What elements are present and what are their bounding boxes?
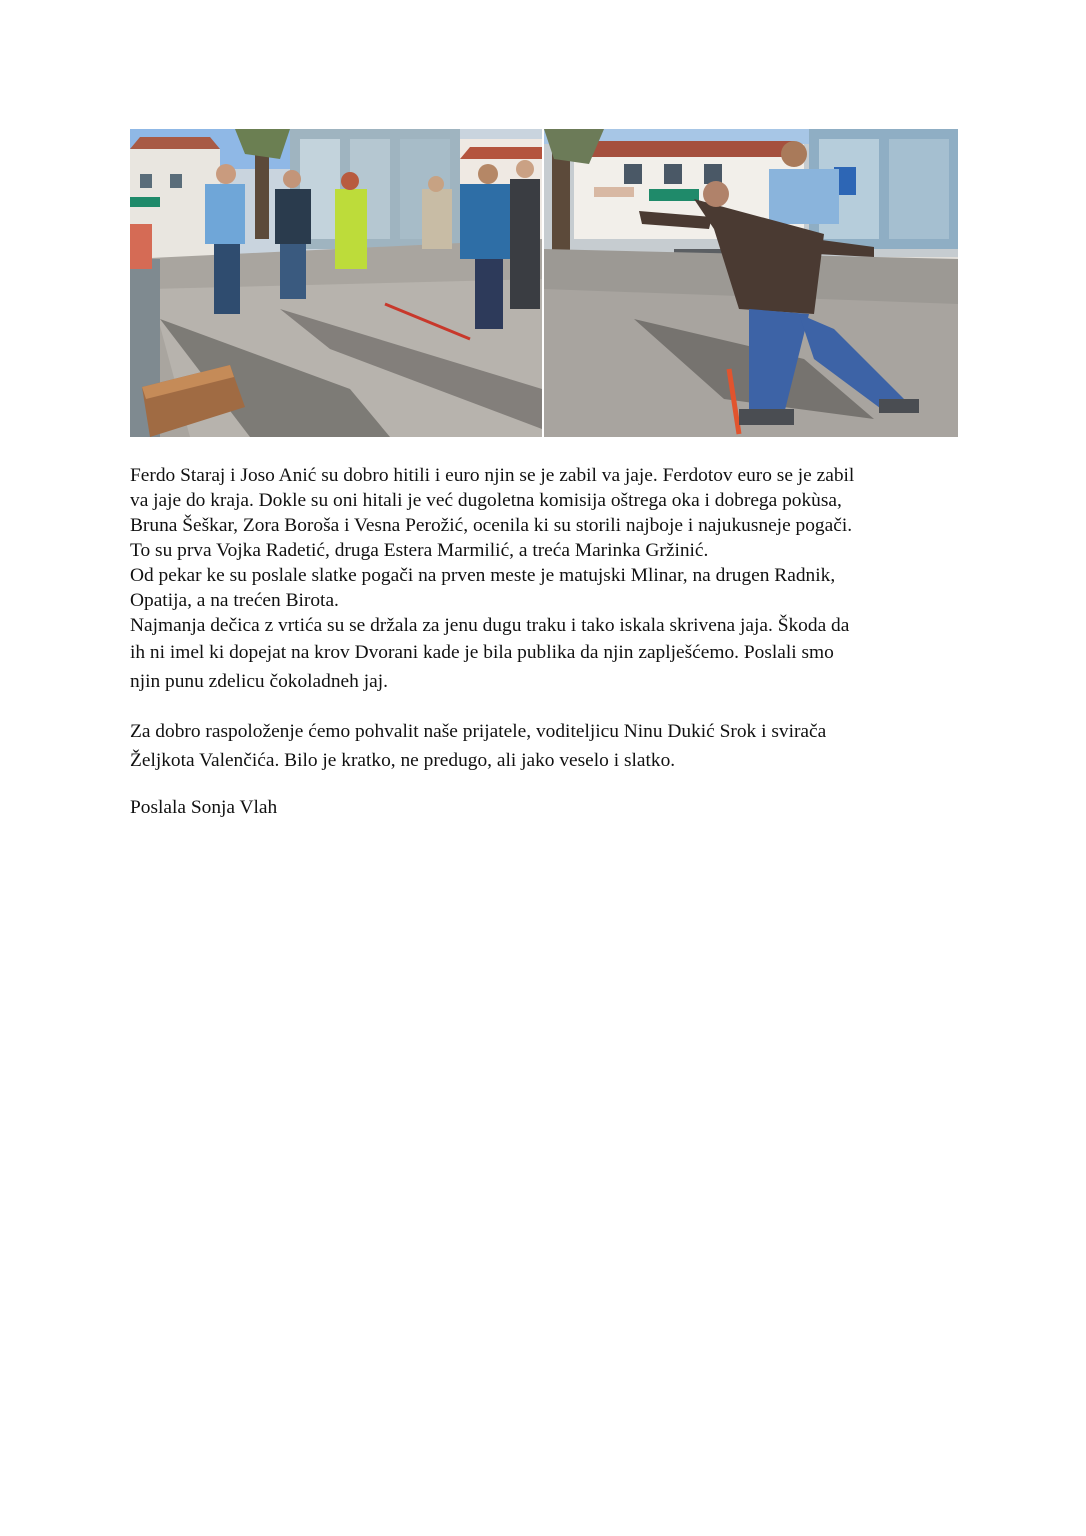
paragraph-1-line: va jaje do kraja. Dokle su oni hitali je već dugoletna komisija oštrega oka i dobrega pokùsa, [130,490,842,511]
paragraph-1-line: To su prva Vojka Radetić, druga Estera Marmilić, a treća Marinka Gržinić. [130,540,709,561]
photo-strip [130,129,958,437]
photo-group-bowling [130,129,542,437]
article-paragraph-2 [130,718,960,775]
photo-man-throwing [544,129,958,437]
article-paragraph-1 [130,463,960,696]
paragraph-1-line: Ferdo Staraj i Joso Anić su dobro hitili i euro njin se je zabil va jaje. Ferdotov euro se je zabil [130,465,855,486]
photo-man-throwing-image [544,129,958,437]
paragraph-1-line: Najmanja dečica z vrtića su se držala za jenu dugu traku i tako iskala skrivena jaja. Škoda da [130,615,850,636]
paragraph-1-line: ih ni imel ki dopejat na krov Dvorani kade je bila publika da njin zaplješćemo. Poslali smo [130,642,834,663]
paragraph-1-line: Opatija, a na trećen Birota. [130,590,339,611]
paragraph-2-line: Za dobro raspoloženje ćemo pohvalit naše prijatele, voditeljicu Ninu Dukić Srok i svirača [130,721,827,742]
paragraph-1-line: Bruna Šeškar, Zora Boroša i Vesna Perožić, ocenila ki su storili najboje i najukusneje pogači. [130,515,853,536]
signature: Poslala Sonja Vlah [130,797,278,818]
paragraph-2-line: Željkota Valenčića. Bilo je kratko, ne predugo, ali jako veselo i slatko. [130,749,676,771]
paragraph-1-line: njin punu zdelicu čokoladneh jaj. [130,671,388,692]
photo-group-bowling-image [130,129,542,437]
paragraph-1-line: Od pekar ke su poslale slatke pogači na prven meste je matujski Mlinar, na drugen Radnik, [130,565,836,586]
